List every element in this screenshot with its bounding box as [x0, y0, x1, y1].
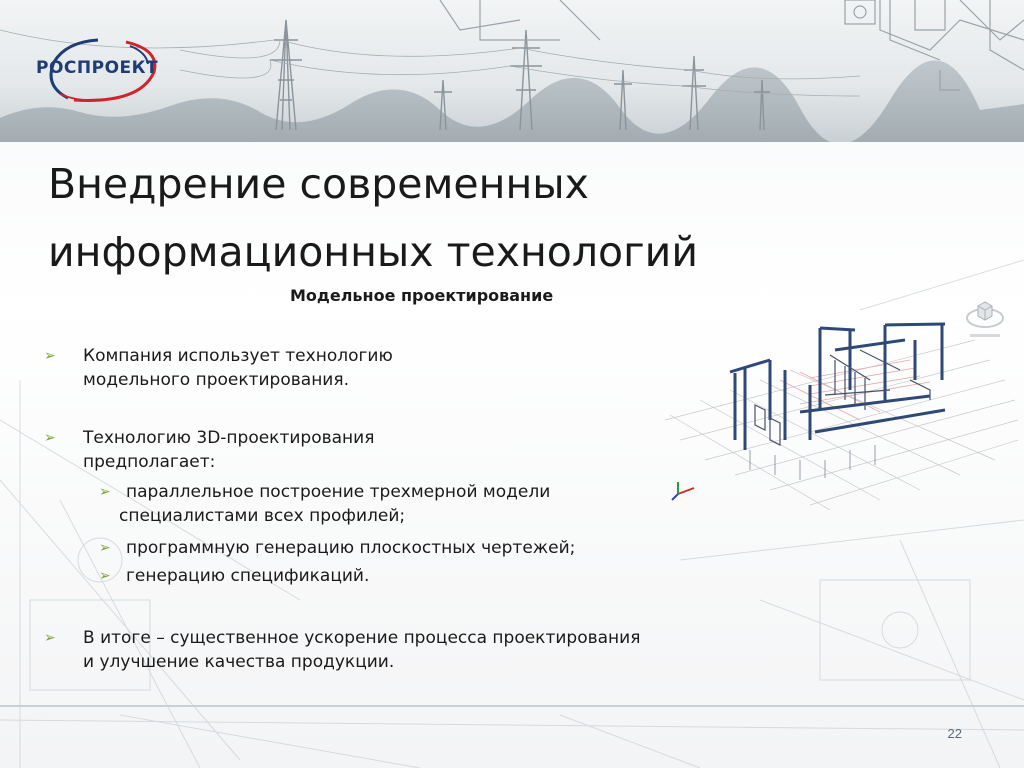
- navigation-cube-icon: [962, 296, 1008, 344]
- bullet-arrow-icon: ➢: [99, 484, 111, 500]
- bullet-arrow-icon: ➢: [44, 430, 56, 446]
- title-line-2: информационных технологий: [48, 228, 698, 276]
- bullet-item: ➢ В итоге – существенное ускорение процесса проектирования и улучшение качества продукции.: [44, 628, 641, 672]
- page-number: 22: [947, 726, 962, 741]
- title-line-1: Внедрение современных: [48, 160, 589, 208]
- bullet-arrow-icon: ➢: [99, 568, 111, 584]
- sub-bullet-item: ➢ генерацию спецификаций.: [99, 566, 370, 586]
- bullet-item: ➢ Компания использует технологию модельного проектирования.: [44, 346, 393, 390]
- sub-bullet-item: ➢ программную генерацию плоскостных чертежей;: [99, 538, 576, 558]
- sub-bullet-item: ➢ параллельное построение трехмерной модели специалистами всех профилей;: [99, 482, 551, 526]
- bullet-item: ➢ Технологию 3D-проектирования предполагает:: [44, 428, 375, 472]
- bullet-arrow-icon: ➢: [44, 630, 56, 646]
- bullet-arrow-icon: ➢: [99, 540, 111, 556]
- slide-subtitle: Модельное проектирование: [290, 286, 554, 305]
- slide-title: [48, 150, 948, 286]
- footer-divider: [0, 705, 1024, 707]
- logo-text: РОСПРОЕКТ: [36, 58, 159, 78]
- bullet-arrow-icon: ➢: [44, 348, 56, 364]
